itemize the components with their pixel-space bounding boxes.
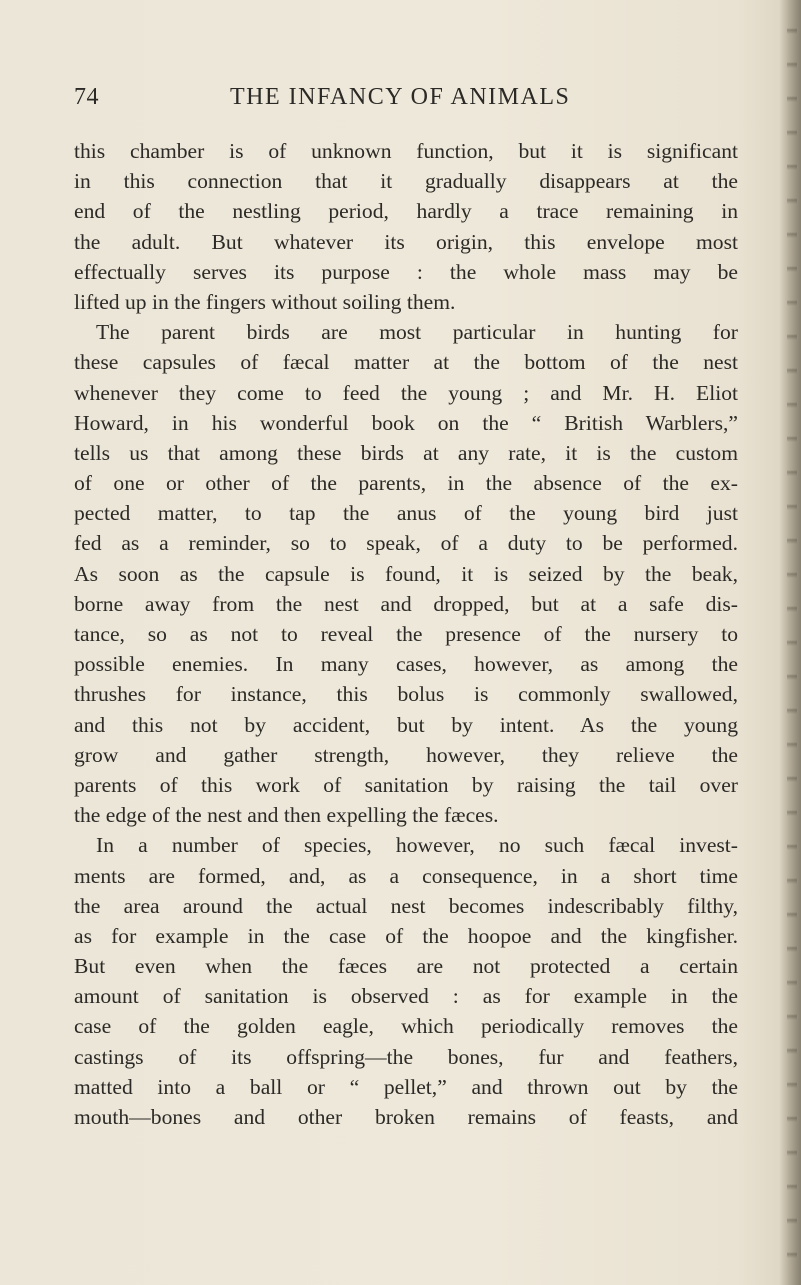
text-line: end of the nestling period, hardly a trace remaining in xyxy=(74,199,738,224)
text-line: fed as a reminder, so to speak, of a duty to be performed. xyxy=(74,531,738,556)
text-line: The parent birds are most particular in hunting for xyxy=(96,320,738,345)
text-line: borne away from the nest and dropped, but at a safe dis- xyxy=(74,591,738,616)
text-line: castings of its offspring—the bones, fur and feathers, xyxy=(74,1044,738,1069)
text-line: ments are formed, and, as a consequence, in a short time xyxy=(74,863,738,888)
running-title: THE INFANCY OF ANIMALS xyxy=(230,84,571,110)
text-line: lifted up in the fingers without soiling them. xyxy=(74,289,456,314)
text-line: in this connection that it gradually disappears at the xyxy=(74,169,738,194)
text-line: the edge of the nest and then expelling the fæces. xyxy=(74,803,499,828)
text-line: amount of sanitation is observed : as for example in the xyxy=(74,984,738,1009)
text-line: thrushes for instance, this bolus is commonly swallowed, xyxy=(74,682,738,707)
page-number: 74 xyxy=(74,84,99,110)
text-line: effectually serves its purpose : the whole mass may be xyxy=(74,259,738,284)
text-line: this chamber is of unknown function, but it is significant xyxy=(74,139,738,163)
text-line: whenever they come to feed the young ; and Mr. H. Eliot xyxy=(74,380,738,405)
text-line: As soon as the capsule is found, it is seized by the beak, xyxy=(74,561,738,586)
text-line: pected matter, to tap the anus of the young bird just xyxy=(74,501,738,526)
text-line: matted into a ball or “ pellet,” and thrown out by the xyxy=(74,1074,738,1099)
text-line: mouth—bones and other broken remains of feasts, and xyxy=(74,1105,738,1129)
text-line: In a number of species, however, no such fæcal invest- xyxy=(96,833,738,858)
text-line: tance, so as not to reveal the presence of the nursery to xyxy=(74,622,738,646)
text-line: parents of this work of sanitation by raising the tail over xyxy=(74,772,738,797)
text-line: grow and gather strength, however, they relieve the xyxy=(74,742,738,767)
text-line: and this not by accident, but by intent. As the young xyxy=(74,712,738,737)
text-line: the adult. But whatever its origin, this envelope most xyxy=(74,229,738,254)
text-line: tells us that among these birds at any rate, it is the custom xyxy=(74,440,738,465)
text-line: of one or other of the parents, in the absence of the ex- xyxy=(74,471,738,496)
body-text xyxy=(74,136,738,1132)
text-line: these capsules of fæcal matter at the bottom of the nest xyxy=(74,350,738,375)
text-line: possible enemies. In many cases, however, as among the xyxy=(74,652,738,677)
page-edge-texture xyxy=(787,0,797,1285)
text-line: as for example in the case of the hoopoe and the kingfisher. xyxy=(74,923,738,948)
text-line: Howard, in his wonderful book on the “ British Warblers,” xyxy=(74,410,738,435)
text-line: the area around the actual nest becomes indescribably filthy, xyxy=(74,893,738,918)
page-header xyxy=(74,84,724,120)
text-line: But even when the fæces are not protected a certain xyxy=(74,954,738,979)
text-line: case of the golden eagle, which periodically removes the xyxy=(74,1014,738,1039)
